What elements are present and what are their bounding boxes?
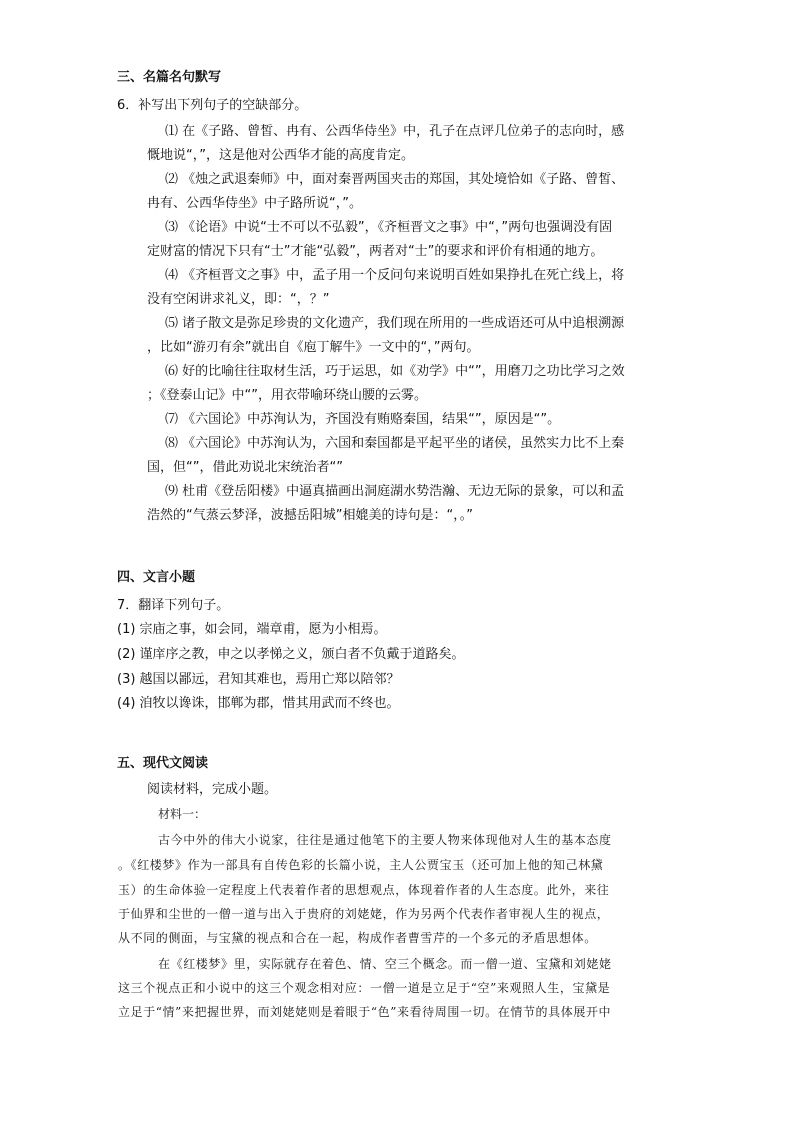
question-6-title: 6．补写出下列句子的空缺部分。 <box>117 98 308 113</box>
q6-line: 冉有、公西华侍坐》中子路所说“，”。 <box>147 196 362 211</box>
material-paragraph-line: 这三个视点正和小说中的这三个观念相对应：一僧一道是立足于“空”来观照人生，宝黛是 <box>118 981 611 995</box>
q6-line: 定财富的情况下只有“士”才能“弘毅”，两者对“士”的要求和评价有相通的地方。 <box>147 244 604 259</box>
q6-line: ⑹ 好的比喻往往取材生活，巧于运思，如《劝学》中“”，用磨刀之功比学习之效 <box>165 364 625 379</box>
q6-line: ⑼ 杜甫《登岳阳楼》中逼真描画出洞庭湖水势浩瀚、无边无际的景象，可以和孟 <box>165 484 625 499</box>
material-paragraph-line: 在《红楼梦》里，实际就存在着色、情、空三个概念。而一僧一道、宝黛和刘姥姥 <box>158 957 612 971</box>
q6-line: ⑶ 《论语》中说“士不可以不弘毅”，《齐桓晋文之事》中“，”两句也强调没有固 <box>165 220 613 235</box>
section-heading-5: 五、现代文阅读 <box>117 756 209 771</box>
material-label: 材料一： <box>158 807 207 821</box>
material-paragraph-line: 从不同的侧面，与宝黛的视点和合在一起，构成作者曹雪芹的一个多元的矛盾思想体。 <box>118 931 597 945</box>
material-paragraph-line: 于仙界和尘世的一僧一道与出入于贵府的刘姥姥，作为另两个代表作者审视人生的视点， <box>118 907 610 921</box>
q7-item: (3) 越国以鄙远，君知其难也，焉用亡郑以陪邻？ <box>117 672 400 687</box>
q6-line: ⑻ 《六国论》中苏洵认为，六国和秦国都是平起平坐的诸侯，虽然实力比不上秦 <box>165 436 625 451</box>
q6-line: ，比如“游刃有余”就出自《庖丁解牛》一文中的“，”两句。 <box>147 340 480 355</box>
q6-line: ⑵ 《烛之武退秦师》中，面对秦晋两国夹击的郑国，其处境恰如《子路、曾皙、 <box>165 172 625 187</box>
material-paragraph-line: 古今中外的伟大小说家，往往是通过他笔下的主要人物来体现他对人生的基本态度 <box>158 833 612 847</box>
q6-line: 没有空闲讲求礼义，即：“，？” <box>147 292 330 307</box>
q6-line: 慨地说“，”，这是他对公西华才能的高度肯定。 <box>147 148 414 163</box>
q6-line: ⑺ 《六国论》中苏洵认为，齐国没有贿赂秦国，结果“”，原因是“”。 <box>165 412 561 427</box>
material-paragraph-line: 。《红楼梦》作为一部具有自传色彩的长篇小说，主人公贾宝玉（还可加上他的知己林黛 <box>118 858 604 872</box>
q6-line: ；《登泰山记》中“”，用衣带喻环绕山腰的云雾。 <box>147 388 427 403</box>
reading-intro: 阅读材料，完成小题。 <box>147 782 278 797</box>
q6-line: 国，但“”，借此劝说北宋统治者“” <box>147 460 343 475</box>
material-paragraph-line: 玉）的生命体验一定程度上代表着作者的思想观点，体现着作者的人生态度。此外，来往 <box>118 883 610 897</box>
q6-line: ⑷ 《齐桓晋文之事》中，孟子用一个反问句来说明百姓如果挣扎在死亡线上，将 <box>165 268 625 283</box>
question-7-title: 7．翻译下列句子。 <box>117 598 230 613</box>
section-heading-3: 三、名篇名句默写 <box>117 70 222 85</box>
section-heading-4: 四、文言小题 <box>117 570 196 585</box>
q7-item: (1) 宗庙之事，如会同，端章甫，愿为小相焉。 <box>117 622 387 637</box>
q6-line: ⑸ 诸子散文是弥足珍贵的文化遗产，我们现在所用的一些成语还可从中追根溯源 <box>165 316 625 331</box>
q7-item: (2) 谨庠序之教，申之以孝悌之义，颁白者不负戴于道路矣。 <box>117 647 465 662</box>
material-paragraph-line: 立足于“情”来把握世界，而刘姥姥则是着眼于“色”来看待周围一切。在情节的具体展开中 <box>118 1005 612 1019</box>
q6-line: 浩然的“气蒸云梦泽，波撼岳阳城”相媲美的诗句是：“，。” <box>147 508 473 523</box>
q6-line: ⑴ 在《子路、曾皙、冉有、公西华侍坐》中，孔子在点评几位弟子的志向时，感 <box>165 124 625 139</box>
q7-item: (4) 洎牧以谗诛，邯郸为郡，惜其用武而不终也。 <box>117 696 400 711</box>
